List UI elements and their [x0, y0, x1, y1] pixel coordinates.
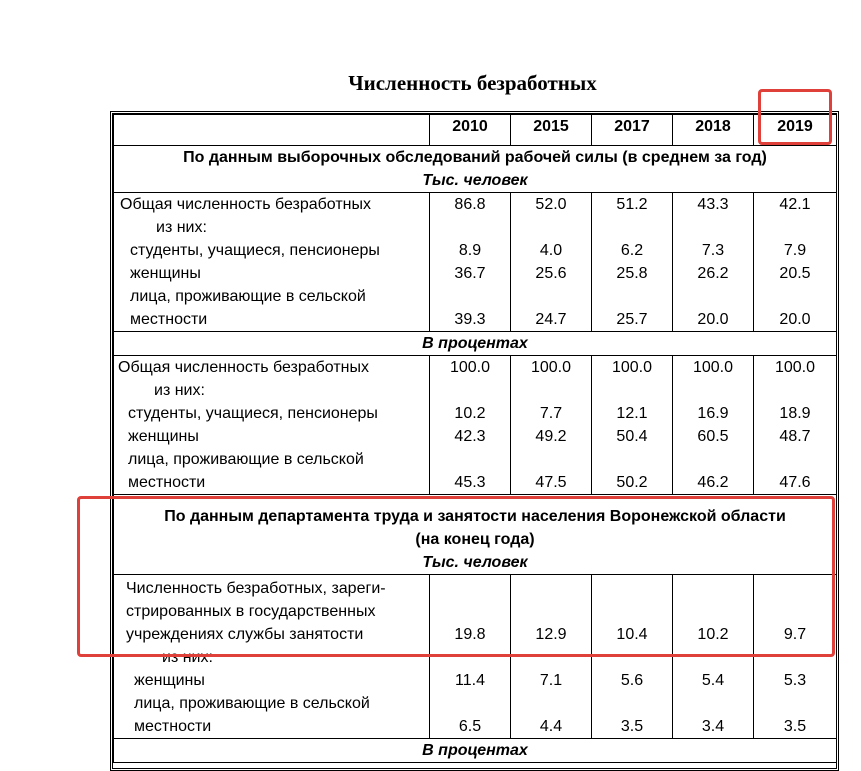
- year-header-row: [114, 115, 837, 146]
- row-label: студенты, учащиеся, пенсионеры: [130, 242, 380, 259]
- cell-value: 6.5: [458, 718, 482, 735]
- cell-value: 24.7: [535, 311, 567, 328]
- row-label: лица, проживающие в сельской: [128, 451, 364, 468]
- year-column: [592, 356, 673, 495]
- cell-value: 100.0: [449, 359, 491, 376]
- cell-value: 36.7: [454, 265, 486, 282]
- cell-value: 4.0: [539, 242, 563, 259]
- year-column: [592, 575, 673, 739]
- cell-value: 86.8: [454, 196, 486, 213]
- cell-value: 45.3: [454, 474, 486, 491]
- cell-value: 11.4: [455, 672, 485, 689]
- section-unit: Тыс. человек: [422, 554, 528, 571]
- cell-value: 50.4: [616, 428, 648, 445]
- row-label: из них:: [154, 382, 205, 399]
- year-column: [511, 356, 592, 495]
- row-label: лица, проживающие в сельской: [130, 288, 366, 305]
- section-unit: В процентах: [422, 335, 528, 352]
- year-header: 2010: [430, 115, 511, 146]
- cell-value: 7.7: [539, 405, 563, 422]
- year-header: 2019: [754, 115, 837, 146]
- year-column: [511, 575, 592, 739]
- cell-value: 12.9: [535, 626, 567, 643]
- row-label: женщины: [128, 428, 199, 445]
- cell-value: 7.1: [539, 672, 563, 689]
- year-column: [673, 356, 754, 495]
- cell-value: 100.0: [774, 359, 816, 376]
- section-heading: (на конец года): [415, 531, 535, 548]
- page-title: Численность безработных: [348, 71, 597, 95]
- row-label: лица, проживающие в сельской: [134, 695, 370, 712]
- cell-value: 100.0: [692, 359, 734, 376]
- row-label: Численность безработных, зареги-: [126, 580, 386, 597]
- cell-value: 51.2: [616, 196, 648, 213]
- cell-value: 9.7: [783, 626, 807, 643]
- section-heading: По данным выборочных обследований рабочей силы (в среднем за год): [183, 149, 767, 166]
- section-body-row: [114, 193, 837, 332]
- cell-value: 60.5: [697, 428, 729, 445]
- cell-value: 47.5: [535, 474, 567, 491]
- row-label: Общая численность безработных: [120, 196, 372, 213]
- cell-value: 52.0: [535, 196, 567, 213]
- cell-value: 42.3: [454, 428, 486, 445]
- cell-value: 7.9: [783, 242, 807, 259]
- year-column: [673, 193, 754, 332]
- section-heading-row: [114, 146, 837, 193]
- cell-value: 3.5: [620, 718, 644, 735]
- cell-value: 49.2: [535, 428, 567, 445]
- cell-value: 20.0: [779, 311, 811, 328]
- cell-value: 19.8: [454, 626, 486, 643]
- cell-value: 5.6: [620, 672, 644, 689]
- row-labels: [114, 356, 430, 495]
- cell-value: 47.6: [779, 474, 811, 491]
- cell-value: 3.4: [701, 718, 725, 735]
- cell-value: 4.4: [539, 718, 563, 735]
- row-label: стрированных в государственных: [126, 603, 376, 620]
- unemployment-table: [113, 114, 837, 763]
- cell-value: 16.9: [697, 405, 729, 422]
- cell-value: 42.1: [779, 196, 811, 213]
- cell-value: 50.2: [616, 474, 648, 491]
- cell-value: 5.4: [701, 672, 725, 689]
- cell-value: 25.7: [616, 311, 648, 328]
- year-header: 2015: [511, 115, 592, 146]
- year-column: [754, 356, 837, 495]
- year-column: [430, 575, 511, 739]
- row-label: из них:: [156, 219, 207, 236]
- row-label: местности: [134, 718, 212, 735]
- cell-value: 18.9: [779, 405, 811, 422]
- cell-value: 8.9: [458, 242, 482, 259]
- row-label: местности: [128, 474, 206, 491]
- cell-value: 39.3: [454, 311, 486, 328]
- cell-value: 43.3: [697, 196, 729, 213]
- cell-value: 26.2: [697, 265, 729, 282]
- section-unit: В процентах: [422, 742, 528, 759]
- cell-value: 7.3: [701, 242, 725, 259]
- row-label: женщины: [134, 672, 205, 689]
- year-column: [754, 575, 837, 739]
- cell-value: 10.2: [697, 626, 729, 643]
- cell-value: 25.8: [616, 265, 648, 282]
- section-heading: По данным департамента труда и занятости населения Воронежской области: [164, 508, 786, 525]
- year-header: 2017: [592, 115, 673, 146]
- year-column: [511, 193, 592, 332]
- section-heading-row: [114, 332, 837, 356]
- cell-value: 12.1: [616, 405, 648, 422]
- row-label: женщины: [130, 265, 201, 282]
- cell-value: 20.0: [697, 311, 729, 328]
- cell-value: 10.2: [454, 405, 486, 422]
- unemployment-table-frame: [110, 111, 839, 771]
- row-labels: [114, 575, 430, 739]
- cell-value: 10.4: [616, 626, 648, 643]
- row-label: Общая численность безработных: [118, 359, 370, 376]
- cell-value: 5.3: [783, 672, 807, 689]
- year-column: [430, 193, 511, 332]
- year-column: [754, 193, 837, 332]
- header-empty-cell: [114, 115, 430, 146]
- cell-value: 20.5: [779, 265, 811, 282]
- cell-value: 100.0: [530, 359, 572, 376]
- section-heading-row: [114, 495, 837, 575]
- year-column: [673, 575, 754, 739]
- section-body-row: [114, 356, 837, 495]
- section-unit: Тыс. человек: [422, 172, 528, 189]
- cell-value: 100.0: [611, 359, 653, 376]
- year-header: 2018: [673, 115, 754, 146]
- row-labels: [114, 193, 430, 332]
- row-label: из них:: [162, 649, 213, 666]
- row-label: местности: [130, 311, 208, 328]
- cell-value: 6.2: [620, 242, 644, 259]
- year-column: [592, 193, 673, 332]
- cell-value: 3.5: [783, 718, 807, 735]
- year-column: [430, 356, 511, 495]
- row-label: учреждениях службы занятости: [126, 626, 364, 643]
- section-body-row: [114, 575, 837, 739]
- row-label: студенты, учащиеся, пенсионеры: [128, 405, 378, 422]
- cell-value: 48.7: [779, 428, 811, 445]
- cell-value: 46.2: [697, 474, 729, 491]
- cell-value: 25.6: [535, 265, 567, 282]
